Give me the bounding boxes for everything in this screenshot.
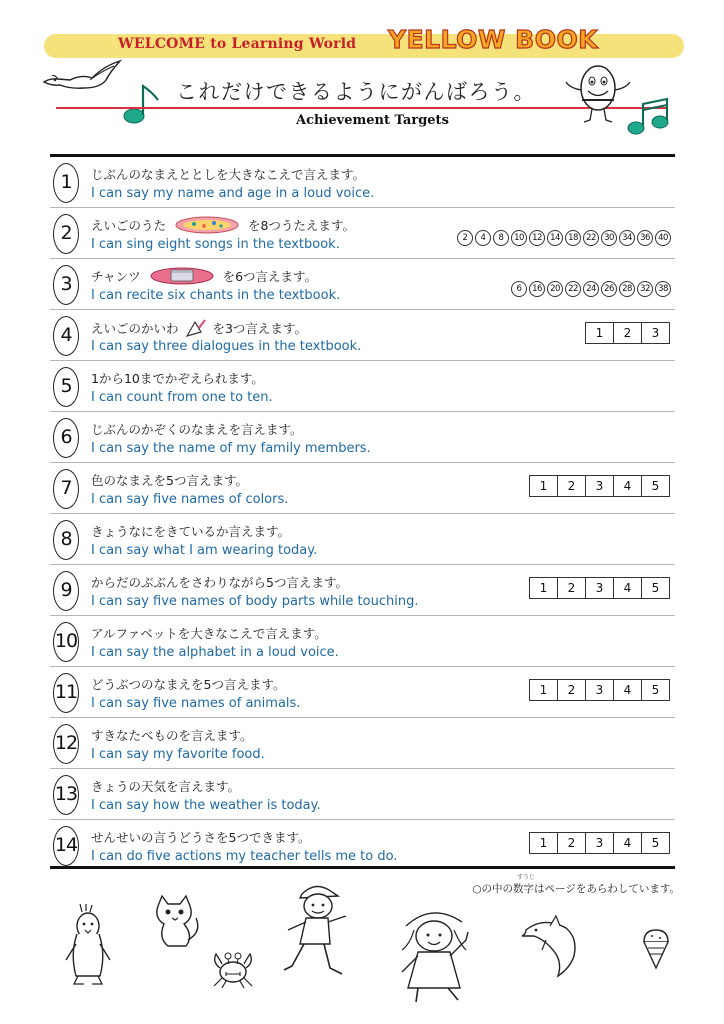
list-item xyxy=(50,157,675,208)
item-text-jp-after: を8つうたえます。 xyxy=(247,218,355,233)
page-ref: 6 xyxy=(511,281,527,297)
page-ref: 20 xyxy=(547,281,563,297)
item-text-en: I can say five names of body parts while touching. xyxy=(91,594,419,609)
item-text-jp: アルファベットを大きなこえで言えます。 xyxy=(91,626,327,641)
list-item xyxy=(50,361,675,412)
page-ref: 22 xyxy=(583,230,599,246)
item-text-en: I can say my favorite food. xyxy=(91,747,265,762)
item-text-en: I can do five actions my teacher tells me to do. xyxy=(91,849,398,864)
item-number: 1 xyxy=(53,163,79,203)
page-ref: 14 xyxy=(547,230,563,246)
item-text-jp-after: を6つ言えます。 xyxy=(222,269,318,284)
check-box[interactable]: 4 xyxy=(613,832,642,854)
item-number: 14 xyxy=(53,826,79,866)
item-number: 2 xyxy=(53,214,79,254)
item-text-jp: どうぶつのなまえを5つ言えます。 xyxy=(91,677,286,692)
page-ref: 40 xyxy=(655,230,671,246)
check-box[interactable]: 5 xyxy=(641,832,670,854)
item-number: 5 xyxy=(53,367,79,407)
item-text-en: I can say the alphabet in a loud voice. xyxy=(91,645,339,660)
list-item xyxy=(50,718,675,769)
page-ref: 4 xyxy=(475,230,491,246)
item-text-jp: すきなたべものを言えます。 xyxy=(91,728,253,743)
item-text-jp: 色のなまえを5つ言えます。 xyxy=(91,473,248,488)
crab-icon xyxy=(210,948,256,990)
page-ref: 24 xyxy=(583,281,599,297)
item-text-jp: きょうの天気を言えます。 xyxy=(91,779,241,794)
check-box[interactable]: 4 xyxy=(613,475,642,497)
list-item xyxy=(50,208,675,259)
check-box[interactable]: 3 xyxy=(641,322,670,344)
check-box[interactable]: 1 xyxy=(529,679,558,701)
check-box[interactable]: 5 xyxy=(641,475,670,497)
list-item xyxy=(50,514,675,565)
check-box[interactable]: 2 xyxy=(557,832,586,854)
page-ref: 36 xyxy=(637,230,653,246)
check-box[interactable]: 4 xyxy=(613,679,642,701)
item-text-en: I can say my name and age in a loud voice. xyxy=(91,186,375,201)
item-text-jp: じぶんのなまえととしを大きなこえで言えます。 xyxy=(91,167,366,182)
page-ref: 16 xyxy=(529,281,545,297)
check-box[interactable]: 3 xyxy=(585,832,614,854)
check-box[interactable]: 2 xyxy=(613,322,642,344)
item-number: 7 xyxy=(53,469,79,509)
item-text-jp-before: えいごのかいわ xyxy=(91,321,179,336)
page-ref: 18 xyxy=(565,230,581,246)
list-item xyxy=(50,667,675,718)
penguin-icon xyxy=(64,904,112,988)
page-ref: 8 xyxy=(493,230,509,246)
check-boxes xyxy=(530,679,670,701)
page-ref: 10 xyxy=(511,230,527,246)
footnote-ruby: すうじ xyxy=(517,874,536,881)
item-text-jp-after: を3つ言えます。 xyxy=(212,321,307,336)
page-ref: 2 xyxy=(457,230,473,246)
page-ref: 30 xyxy=(601,230,617,246)
page-ref: 38 xyxy=(655,281,671,297)
item-text-jp: 1から10までかぞえられます。 xyxy=(91,371,264,386)
page-ref: 34 xyxy=(619,230,635,246)
item-text-jp: きょうなにをきているか言えます。 xyxy=(91,524,291,539)
item-text-jp xyxy=(91,216,355,234)
cat-icon xyxy=(148,892,204,950)
item-text-en: I can say how the weather is today. xyxy=(91,798,321,813)
check-box[interactable]: 1 xyxy=(529,475,558,497)
girl-icon xyxy=(388,902,488,1006)
item-text-en: I can say the name of my family members. xyxy=(91,441,371,456)
list-item xyxy=(50,463,675,514)
music-note-icon xyxy=(626,96,676,140)
dolphin-icon xyxy=(520,914,586,980)
check-box[interactable]: 3 xyxy=(585,475,614,497)
list-item xyxy=(50,412,675,463)
item-number: 12 xyxy=(53,724,79,764)
check-boxes xyxy=(530,475,670,497)
check-box[interactable]: 3 xyxy=(585,577,614,599)
page-subtitle: Achievement Targets xyxy=(296,113,449,128)
item-text-jp-before: チャンツ xyxy=(91,269,141,284)
list-item xyxy=(50,565,675,616)
item-number: 4 xyxy=(53,316,79,356)
music-note-icon xyxy=(120,82,162,126)
brand-title: YELLOW BOOK xyxy=(388,25,599,54)
item-text-jp: からだのぶぶんをさわりながら5つ言えます。 xyxy=(91,575,348,590)
item-number: 9 xyxy=(53,571,79,611)
check-box[interactable]: 3 xyxy=(585,679,614,701)
page-ref: 32 xyxy=(637,281,653,297)
page-ref: 12 xyxy=(529,230,545,246)
check-box[interactable]: 5 xyxy=(641,679,670,701)
list-item xyxy=(50,310,675,361)
song-cd-icon xyxy=(174,216,240,234)
check-box[interactable]: 2 xyxy=(557,679,586,701)
bird-icon xyxy=(40,58,124,92)
item-text-en: I can say five names of colors. xyxy=(91,492,289,507)
item-number: 10 xyxy=(53,622,79,662)
check-box[interactable]: 2 xyxy=(557,475,586,497)
page-title: これだけできるようにがんばろう。 xyxy=(176,80,536,104)
item-text-jp xyxy=(91,318,307,338)
item-text-jp: せんせいの言うどうさを5つできます。 xyxy=(91,830,311,845)
page-ref: 28 xyxy=(619,281,635,297)
list-bottom-rule xyxy=(50,866,675,869)
item-text-en: I can say three dialogues in the textbook. xyxy=(91,339,362,354)
item-number: 6 xyxy=(53,418,79,458)
check-box[interactable]: 1 xyxy=(529,832,558,854)
item-text-en: I can recite six chants in the textbook. xyxy=(91,288,341,303)
list-item xyxy=(50,769,675,820)
list-item xyxy=(50,820,675,871)
check-box[interactable]: 4 xyxy=(613,577,642,599)
egg-character-icon xyxy=(562,60,634,126)
check-boxes xyxy=(530,577,670,599)
item-text-en: I can say what I am wearing today. xyxy=(91,543,318,558)
item-text-en: I can count from one to ten. xyxy=(91,390,273,405)
dialogue-icon xyxy=(185,318,207,338)
page-ref: 22 xyxy=(565,281,581,297)
check-boxes xyxy=(530,832,670,854)
item-number: 8 xyxy=(53,520,79,560)
item-number: 13 xyxy=(53,775,79,815)
item-text-jp: じぶんのかぞくのなまえを言えます。 xyxy=(91,422,303,437)
item-text-en: I can say five names of animals. xyxy=(91,696,301,711)
page-ref: 26 xyxy=(601,281,617,297)
item-number: 3 xyxy=(53,265,79,305)
check-box[interactable]: 1 xyxy=(529,577,558,599)
item-number: 11 xyxy=(53,673,79,713)
page-references xyxy=(511,281,671,297)
check-boxes xyxy=(586,322,670,344)
footnote: ○の中の数字はページをあらわしています。 xyxy=(472,883,680,895)
ice-cream-icon xyxy=(636,926,676,970)
list-item xyxy=(50,616,675,667)
check-box[interactable]: 2 xyxy=(557,577,586,599)
page-references xyxy=(457,230,671,246)
list-item xyxy=(50,259,675,310)
welcome-text: WELCOME to Learning World xyxy=(118,36,357,52)
check-box[interactable]: 5 xyxy=(641,577,670,599)
check-box[interactable]: 1 xyxy=(585,322,614,344)
boy-icon xyxy=(280,880,354,982)
item-text-en: I can sing eight songs in the textbook. xyxy=(91,237,340,252)
item-text-jp xyxy=(91,267,317,285)
chant-cd-icon xyxy=(149,267,215,285)
item-text-jp-before: えいごのうた xyxy=(91,218,167,233)
